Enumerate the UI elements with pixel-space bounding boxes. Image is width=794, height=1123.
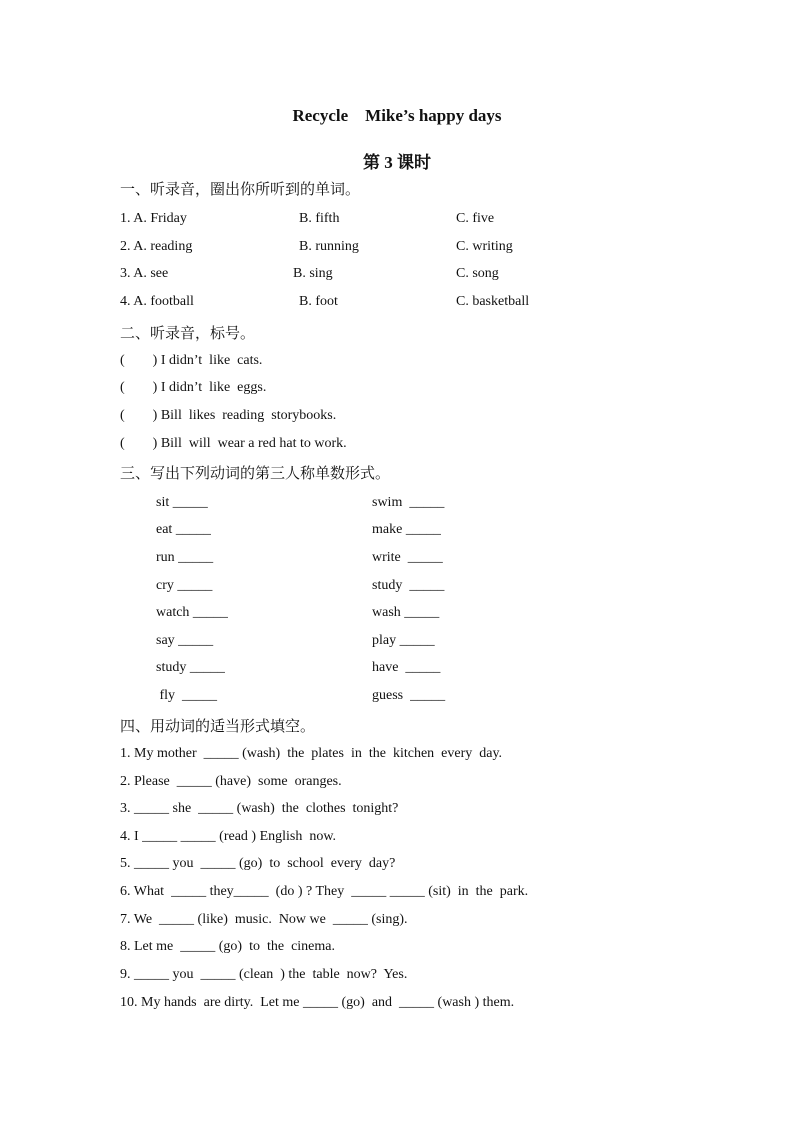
verb-right: make _____	[372, 522, 441, 537]
verb-right: guess _____	[372, 688, 446, 703]
section4-heading: 四、用动词的适当形式填空。	[120, 717, 316, 735]
section2-item: ( ) I didn’t like eggs.	[120, 380, 267, 395]
fill-blank-item: 1. My mother _____ (wash) the plates in the kitchen every day.	[120, 746, 503, 761]
lesson-subtitle: 第 3 课时	[363, 153, 431, 172]
verb-left: run _____	[156, 550, 214, 565]
fill-blank-item: 8. Let me _____ (go) to the cinema.	[120, 939, 335, 954]
verb-left: cry _____	[156, 578, 213, 593]
verb-left: eat _____	[156, 522, 211, 537]
item-option-b: B. fifth	[299, 211, 340, 226]
verb-left: sit _____	[156, 495, 208, 510]
fill-blank-item: 6. What _____ they_____ (do ) ? They _____ _____ (sit) in the park.	[120, 884, 529, 899]
item-option-b: B. foot	[299, 294, 338, 309]
item-option-a: 2. A. reading	[120, 239, 193, 254]
item-option-b: B. running	[299, 239, 359, 254]
section2-item: ( ) Bill likes reading storybooks.	[120, 408, 337, 423]
fill-blank-item: 5. _____ you _____ (go) to school every day?	[120, 856, 396, 871]
item-option-c: C. basketball	[456, 294, 530, 309]
fill-blank-item: 2. Please _____ (have) some oranges.	[120, 774, 342, 789]
verb-right: play _____	[372, 633, 435, 648]
item-option-a: 3. A. see	[120, 266, 169, 281]
verb-right: study _____	[372, 578, 445, 593]
section2-item: ( ) Bill will wear a red hat to work.	[120, 436, 347, 451]
fill-blank-item: 7. We _____ (like) music. Now we _____ (sing).	[120, 912, 408, 927]
verb-left: say _____	[156, 633, 214, 648]
verb-right: write _____	[372, 550, 443, 565]
verb-right: wash _____	[372, 605, 440, 620]
item-option-c: C. writing	[456, 239, 513, 254]
verb-left: watch _____	[156, 605, 228, 620]
fill-blank-item: 9. _____ you _____ (clean ) the table now? Yes.	[120, 967, 408, 982]
fill-blank-item: 4. I _____ _____ (read ) English now.	[120, 829, 337, 844]
item-option-a: 1. A. Friday	[120, 211, 187, 226]
item-option-c: C. song	[456, 266, 499, 281]
section2-heading: 二、听录音，标号。	[120, 324, 256, 342]
verb-left: study _____	[156, 660, 225, 675]
fill-blank-item: 3. _____ she _____ (wash) the clothes tonight?	[120, 801, 399, 816]
verb-left: fly _____	[156, 688, 218, 703]
section1-heading: 一、听录音，圈出你所听到的单词。	[120, 180, 361, 198]
verb-right: have _____	[372, 660, 441, 675]
item-option-c: C. five	[456, 211, 495, 226]
page-title: Recycle Mike’s happy days	[292, 106, 502, 125]
section2-item: ( ) I didn’t like cats.	[120, 353, 263, 368]
fill-blank-item: 10. My hands are dirty. Let me _____ (go) and _____ (wash ) them.	[120, 995, 515, 1010]
verb-right: swim _____	[372, 495, 445, 510]
section3-heading: 三、写出下列动词的第三人称单数形式。	[120, 464, 391, 482]
item-option-a: 4. A. football	[120, 294, 194, 309]
item-option-b: B. sing	[293, 266, 333, 281]
